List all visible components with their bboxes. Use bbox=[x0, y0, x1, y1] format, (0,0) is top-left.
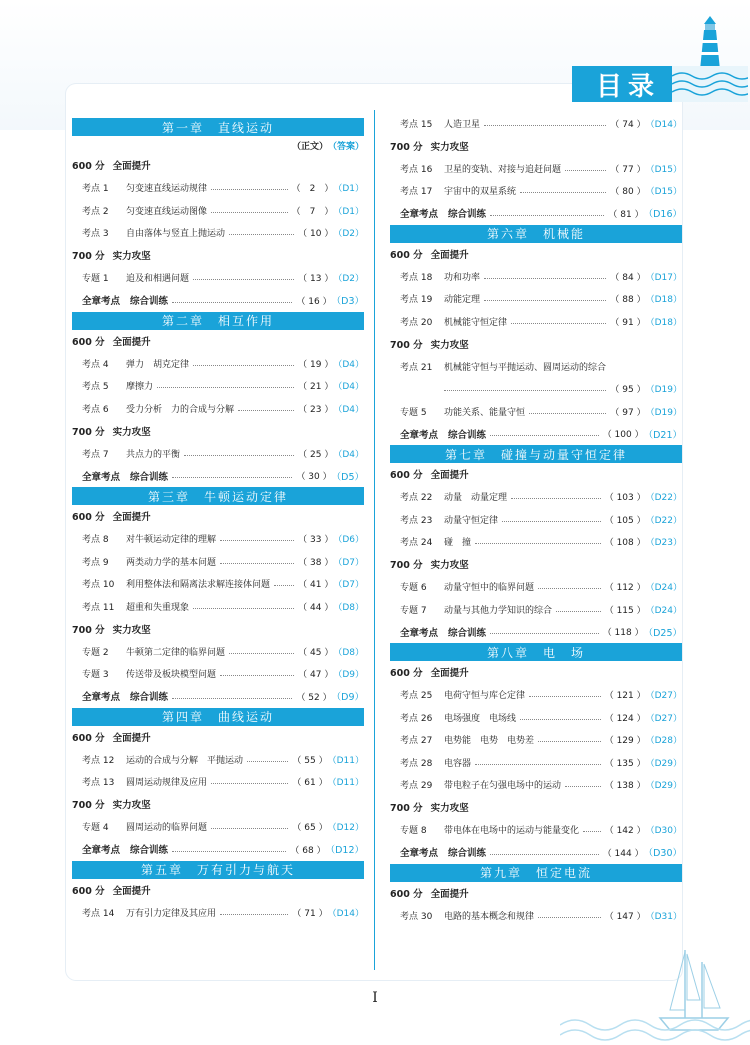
toc-entry-long-title[interactable]: 考点 21 机械能守恒与平抛运动、圆周运动的综合 bbox=[400, 362, 607, 373]
toc-left-column bbox=[72, 118, 364, 924]
toc-entry[interactable]: 考点 13 圆周运动规律及应用 （ 61 ） （D11） bbox=[82, 778, 364, 789]
level-600-heading: 600 分 全面提升 bbox=[72, 885, 151, 897]
chapter-summary-entry[interactable]: 全章考点 综合训练 （ 100 ） （D21） bbox=[400, 429, 682, 441]
toc-entry[interactable]: 考点 11 超重和失重现象 （ 44 ） （D8） bbox=[82, 602, 364, 613]
level-700-heading: 700 分 实力攻坚 bbox=[72, 624, 151, 636]
level-700-heading: 700 分 实力攻坚 bbox=[72, 426, 151, 438]
chapter-heading-8[interactable]: 第八章 电 场 bbox=[390, 643, 682, 661]
toc-entry[interactable]: 专题 2 牛顿第二定律的临界问题 （ 45 ） （D8） bbox=[82, 647, 364, 658]
toc-entry[interactable]: 专题 4 圆周运动的临界问题 （ 65 ） （D12） bbox=[82, 823, 364, 834]
toc-entry[interactable]: 考点 25 电荷守恒与库仑定律 （ 121 ） （D27） bbox=[400, 691, 682, 702]
toc-entry[interactable]: 考点 6 受力分析 力的合成与分解 （ 23 ） （D4） bbox=[82, 404, 364, 415]
toc-entry[interactable]: 专题 1 追及和相遇问题 （ 13 ） （D2） bbox=[82, 274, 364, 285]
page-title: 目录 bbox=[572, 66, 684, 102]
chapter-heading-6[interactable]: 第六章 机械能 bbox=[390, 225, 682, 243]
toc-right-column bbox=[390, 112, 682, 927]
chapter-summary-entry[interactable]: 全章考点 综合训练 （ 52 ） （D9） bbox=[82, 692, 364, 704]
toc-entry[interactable]: 考点 17 宇宙中的双星系统 （ 80 ） （D15） bbox=[400, 187, 682, 198]
chapter-heading-3[interactable]: 第三章 牛顿运动定律 bbox=[72, 487, 364, 505]
legend bbox=[72, 136, 364, 154]
level-600-heading: 600 分 全面提升 bbox=[72, 732, 151, 744]
chapter-summary-entry[interactable]: 全章考点 综合训练 （ 81 ） （D16） bbox=[400, 209, 682, 221]
chapter-heading-1[interactable]: 第一章 直线运动 bbox=[72, 118, 364, 136]
toc-entry[interactable]: 专题 8 带电体在电场中的运动与能量变化 （ 142 ） （D30） bbox=[400, 826, 682, 837]
page-number: I bbox=[372, 990, 378, 1006]
level-600-heading: 600 分 全面提升 bbox=[390, 888, 469, 900]
wave-decoration-icon bbox=[560, 1010, 750, 1045]
toc-entry[interactable]: 考点 7 共点力的平衡 （ 25 ） （D4） bbox=[82, 449, 364, 460]
column-divider bbox=[374, 110, 375, 970]
toc-entry[interactable]: 考点 29 带电粒子在匀强电场中的运动 （ 138 ） （D29） bbox=[400, 781, 682, 792]
toc-entry[interactable]: 考点 4 弹力 胡克定律 （ 19 ） （D4） bbox=[82, 359, 364, 370]
chapter-heading-4[interactable]: 第四章 曲线运动 bbox=[72, 708, 364, 726]
level-600-heading: 600 分 全面提升 bbox=[72, 161, 151, 173]
level-700-heading: 700 分 实力攻坚 bbox=[72, 800, 151, 812]
toc-entry[interactable]: 专题 7 动量与其他力学知识的综合 （ 115 ） （D24） bbox=[400, 605, 682, 616]
toc-entry[interactable]: 考点 16 卫星的变轨、对接与追赶问题 （ 77 ） （D15） bbox=[400, 164, 682, 175]
level-600-heading: 600 分 全面提升 bbox=[72, 512, 151, 524]
level-700-heading: 700 分 实力攻坚 bbox=[390, 560, 469, 572]
level-600-heading: 600 分 全面提升 bbox=[390, 668, 469, 680]
level-700-heading: 700 分 实力攻坚 bbox=[390, 141, 469, 153]
toc-entry[interactable]: 考点 30 电路的基本概念和规律 （ 147 ） （D31） bbox=[400, 911, 682, 922]
legend-text: （正文） bbox=[291, 141, 328, 152]
level-700-heading: 700 分 实力攻坚 bbox=[390, 803, 469, 815]
toc-entry[interactable]: 考点 10 利用整体法和隔离法求解连接体问题 （ 41 ） （D7） bbox=[82, 580, 364, 591]
chapter-summary-entry[interactable]: 全章考点 综合训练 （ 16 ） （D3） bbox=[82, 296, 364, 308]
toc-entry[interactable]: 考点 9 两类动力学的基本问题 （ 38 ） （D7） bbox=[82, 557, 364, 568]
chapter-summary-entry[interactable]: 全章考点 综合训练 （ 118 ） （D25） bbox=[400, 627, 682, 639]
toc-entry[interactable]: 考点 23 动量守恒定律 （ 105 ） （D22） bbox=[400, 515, 682, 526]
toc-entry[interactable]: 考点 14 万有引力定律及其应用 （ 71 ） （D14） bbox=[82, 908, 364, 919]
chapter-heading-9[interactable]: 第九章 恒定电流 bbox=[390, 864, 682, 882]
level-700-heading: 700 分 实力攻坚 bbox=[390, 339, 469, 351]
level-700-heading: 700 分 实力攻坚 bbox=[72, 251, 151, 263]
toc-entry[interactable]: 考点 3 自由落体与竖直上抛运动 （ 10 ） （D2） bbox=[82, 229, 364, 240]
chapter-summary-entry[interactable]: 全章考点 综合训练 （ 144 ） （D30） bbox=[400, 848, 682, 860]
level-600-heading: 600 分 全面提升 bbox=[390, 249, 469, 261]
toc-entry[interactable]: 考点 19 动能定理 （ 88 ） （D18） bbox=[400, 295, 682, 306]
toc-entry[interactable]: 专题 6 动量守恒中的临界问题 （ 112 ） （D24） bbox=[400, 583, 682, 594]
toc-entry[interactable]: 考点 8 对牛顿运动定律的理解 （ 33 ） （D6） bbox=[82, 535, 364, 546]
chapter-heading-7[interactable]: 第七章 碰撞与动量守恒定律 bbox=[390, 445, 682, 463]
toc-entry[interactable]: 专题 3 传送带及板块模型问题 （ 47 ） （D9） bbox=[82, 670, 364, 681]
toc-entry[interactable]: 考点 28 电容器 （ 135 ） （D29） bbox=[400, 758, 682, 769]
lighthouse-icon bbox=[690, 14, 730, 74]
toc-entry[interactable]: 考点 27 电势能 电势 电势差 （ 129 ） （D28） bbox=[400, 736, 682, 747]
level-600-heading: 600 分 全面提升 bbox=[390, 470, 469, 482]
toc-entry[interactable]: 考点 18 功和功率 （ 84 ） （D17） bbox=[400, 272, 682, 283]
chapter-heading-5[interactable]: 第五章 万有引力与航天 bbox=[72, 861, 364, 879]
toc-entry[interactable]: 考点 12 运动的合成与分解 平抛运动 （ 55 ） （D11） bbox=[82, 755, 364, 766]
toc-entry[interactable]: 考点 15 人造卫星 （ 74 ） （D14） bbox=[400, 119, 682, 130]
toc-entry[interactable]: 考点 24 碰 撞 （ 108 ） （D23） bbox=[400, 538, 682, 549]
level-600-heading: 600 分 全面提升 bbox=[72, 336, 151, 348]
toc-entry[interactable]: 考点 2 匀变速直线运动图像 （ 7 ） （D1） bbox=[82, 206, 364, 217]
toc-entry[interactable]: 专题 5 功能关系、能量守恒 （ 97 ） （D19） bbox=[400, 407, 682, 418]
wave-decoration-icon bbox=[672, 66, 748, 102]
chapter-heading-2[interactable]: 第二章 相互作用 bbox=[72, 312, 364, 330]
toc-entry[interactable]: 考点 22 动量 动量定理 （ 103 ） （D22） bbox=[400, 493, 682, 504]
toc-entry[interactable]: 考点 5 摩擦力 （ 21 ） （D4） bbox=[82, 382, 364, 393]
toc-entry[interactable]: 考点 20 机械能守恒定律 （ 91 ） （D18） bbox=[400, 317, 682, 328]
toc-entry[interactable]: 考点 1 匀变速直线运动规律 （ 2 ） （D1） bbox=[82, 184, 364, 195]
toc-entry[interactable]: 考点 26 电场强度 电场线 （ 124 ） （D27） bbox=[400, 713, 682, 724]
chapter-summary-entry[interactable]: 全章考点 综合训练 （ 30 ） （D5） bbox=[82, 471, 364, 483]
legend-answer: （答案） bbox=[327, 141, 364, 152]
toc-entry-page-line[interactable]: （ 95 ） （D19） bbox=[390, 378, 682, 401]
chapter-summary-entry[interactable]: 全章考点 综合训练 （ 68 ） （D12） bbox=[82, 845, 364, 857]
